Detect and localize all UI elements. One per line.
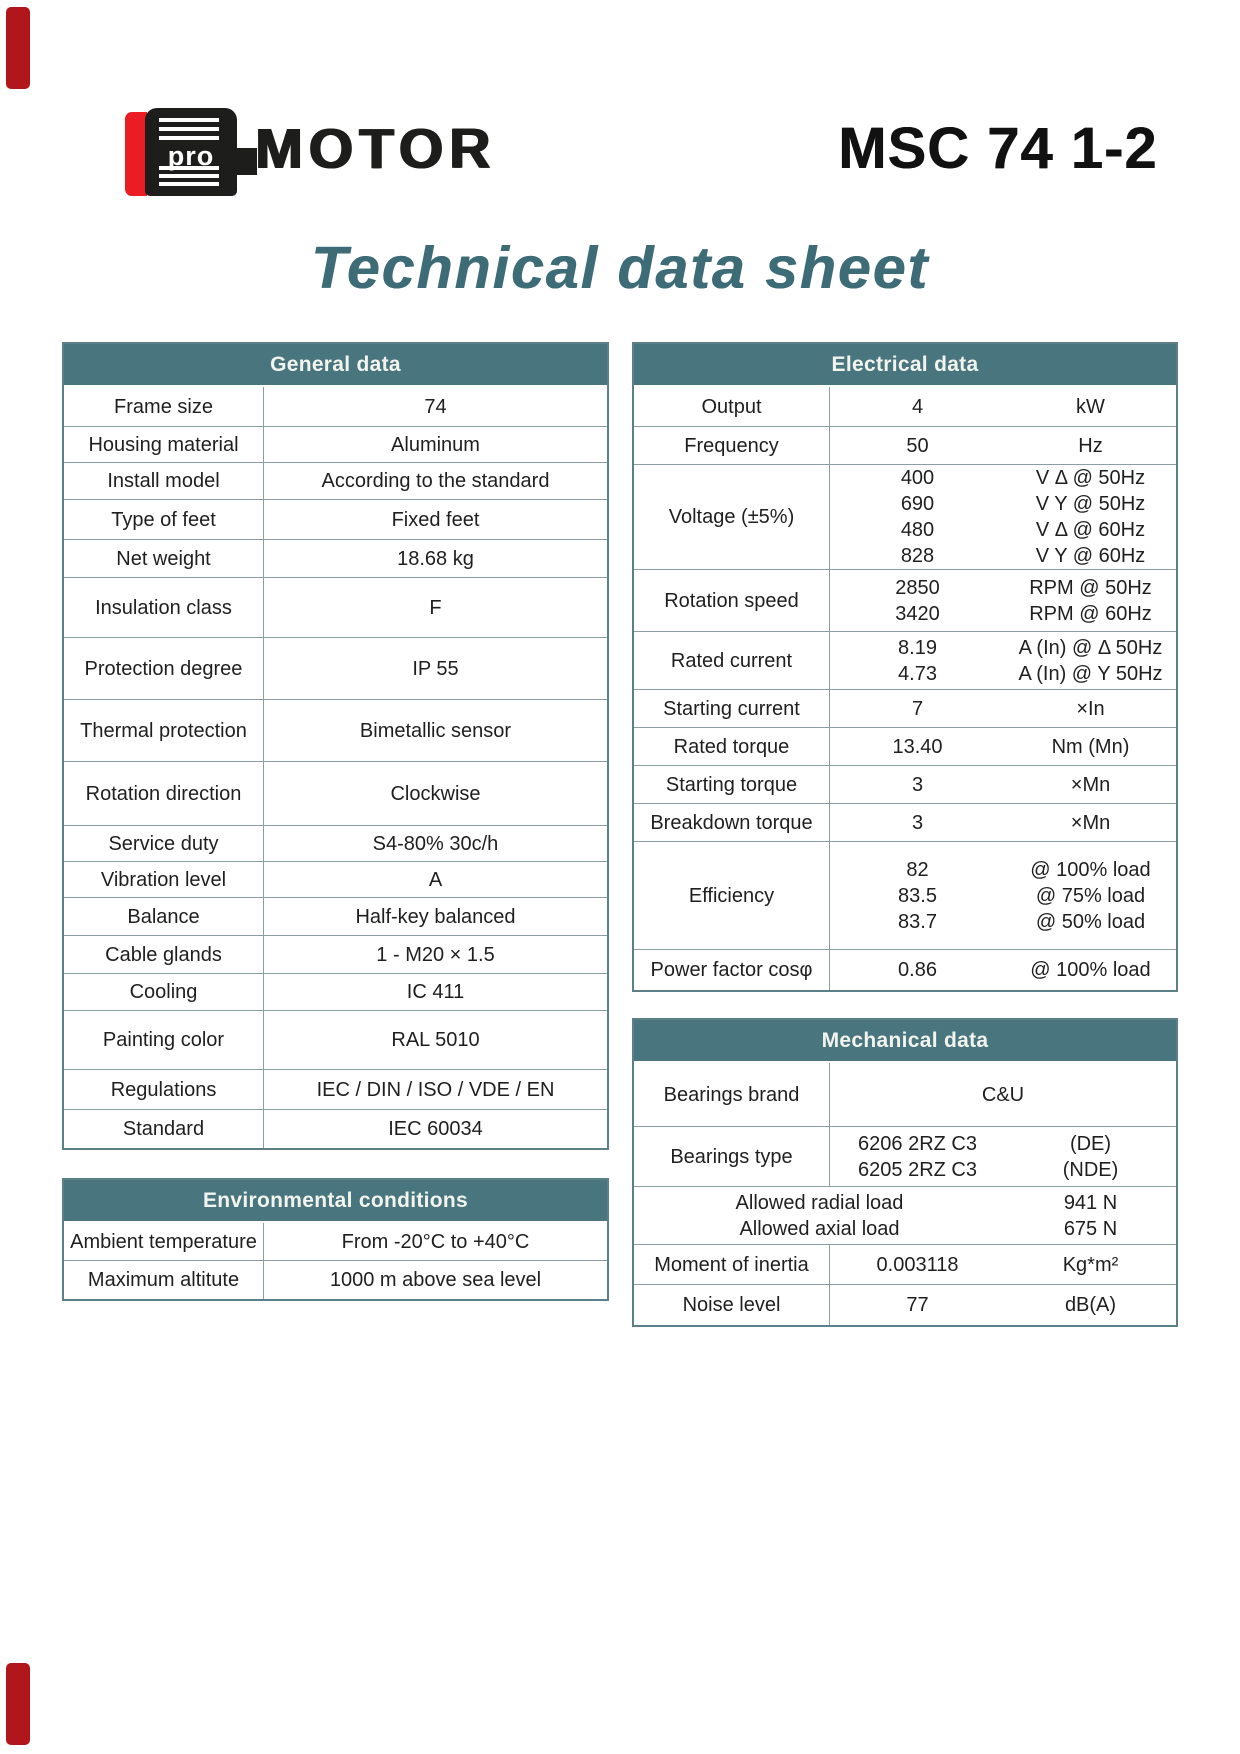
unit-line: ×Mn xyxy=(1070,773,1111,796)
value-line: 0.86 xyxy=(898,959,937,981)
row-value: IEC / DIN / ISO / VDE / EN xyxy=(316,1078,555,1101)
row-label: Rated torque xyxy=(634,728,830,765)
unit-line: V Y @ 50Hz xyxy=(1035,493,1146,515)
table-row xyxy=(634,1063,1176,1127)
table-row xyxy=(634,766,1176,804)
table-row xyxy=(64,427,607,463)
logo-stripe xyxy=(159,136,219,140)
row-label: Breakdown torque xyxy=(634,804,830,841)
row-label: Rotation direction xyxy=(64,762,264,825)
row-label: Type of feet xyxy=(64,500,264,539)
table-row xyxy=(64,1223,607,1261)
row-value: Half-key balanced xyxy=(355,905,516,928)
general-data-table xyxy=(62,342,609,1150)
row-label: Rated current xyxy=(634,632,830,689)
table-row xyxy=(64,1261,607,1299)
table-header-mechanical: Mechanical data xyxy=(634,1020,1176,1063)
table-row xyxy=(64,936,607,974)
row-label: Cable glands xyxy=(64,936,264,973)
row-label: Starting current xyxy=(634,690,830,727)
model-number: MSC 74 1-2 xyxy=(838,116,1158,181)
table-header-general: General data xyxy=(64,344,607,387)
row-value: IC 411 xyxy=(406,981,465,1003)
row-label: Standard xyxy=(64,1110,264,1148)
row-value: 0.003118 xyxy=(876,1253,959,1276)
row-value: Bimetallic sensor xyxy=(359,719,512,742)
row-unit xyxy=(1005,766,1176,803)
logo-pro-text: pro xyxy=(167,141,215,171)
unit-line: RPM @ 50Hz xyxy=(1029,576,1152,599)
table-row xyxy=(634,1285,1176,1325)
value-line: 3 xyxy=(911,811,924,834)
unit-line: RPM @ 60Hz xyxy=(1029,602,1152,625)
table-row xyxy=(634,465,1176,570)
row-unit xyxy=(1005,804,1176,841)
table-row xyxy=(64,700,607,762)
value-line: 480 xyxy=(900,519,935,541)
unit-line: V Y @ 60Hz xyxy=(1035,545,1146,567)
row-label: Power factor cosφ xyxy=(634,950,830,990)
row-value: F xyxy=(429,596,442,619)
row-unit xyxy=(1005,842,1176,949)
value-line: 690 xyxy=(900,493,935,515)
row-label: Insulation class xyxy=(64,578,264,637)
row-label: Moment of inertia xyxy=(634,1245,830,1284)
table-row xyxy=(64,862,607,898)
row-label: Vibration level xyxy=(64,862,264,897)
row-unit: dB(A) xyxy=(1064,1294,1117,1316)
table-row xyxy=(64,1110,607,1148)
value-line: 3420 xyxy=(895,602,940,625)
corner-accent-top xyxy=(6,7,30,89)
unit-line: (DE) xyxy=(1069,1132,1112,1155)
environmental-conditions-table xyxy=(62,1178,609,1301)
row-value: IEC 60034 xyxy=(388,1118,483,1140)
row-label: Frequency xyxy=(634,427,830,464)
table-row xyxy=(64,1011,607,1070)
row-label: Bearings brand xyxy=(634,1063,830,1126)
row-label: Regulations xyxy=(64,1070,264,1109)
row-value xyxy=(830,1127,1005,1186)
row-label: Frame size xyxy=(64,387,264,426)
unit-line: @ 50% load xyxy=(1035,910,1146,933)
row-unit xyxy=(1005,1127,1176,1186)
row-value xyxy=(830,387,1005,426)
row-label: Maximum altitute xyxy=(64,1261,264,1299)
unit-line: ×Mn xyxy=(1070,811,1111,834)
row-value xyxy=(830,728,1005,765)
table-row xyxy=(634,1127,1176,1187)
corner-accent-bottom xyxy=(6,1663,30,1745)
value-line: 6206 2RZ C3 xyxy=(858,1132,977,1155)
unit-line: A (In) @ Y 50Hz xyxy=(1018,662,1163,685)
value-line: 8.19 xyxy=(898,636,937,659)
table-row xyxy=(634,842,1176,950)
table-row xyxy=(634,570,1176,632)
unit-line: ×In xyxy=(1076,697,1105,720)
row-value: 74 xyxy=(424,395,447,418)
row-unit xyxy=(1005,427,1176,464)
unit-line: V Δ @ 50Hz xyxy=(1035,467,1146,489)
row-label: Service duty xyxy=(64,826,264,861)
value-line: 50 xyxy=(906,434,929,457)
table-row xyxy=(634,690,1176,728)
row-label: Protection degree xyxy=(64,638,264,699)
value-line: 400 xyxy=(900,467,935,489)
row-label: Bearings type xyxy=(634,1127,830,1186)
page-title: Technical data sheet xyxy=(310,235,930,301)
row-value: 77 xyxy=(906,1294,929,1316)
label-line: Allowed axial load xyxy=(739,1217,900,1240)
row-label: Net weight xyxy=(64,540,264,577)
table-row xyxy=(64,500,607,540)
row-unit xyxy=(1005,570,1176,631)
row-value xyxy=(830,690,1005,727)
logo-brand-text: MOTOR xyxy=(255,117,497,181)
row-value: C&U xyxy=(981,1083,1025,1106)
row-value: Clockwise xyxy=(390,782,481,805)
table-row xyxy=(64,974,607,1011)
logo-stripe xyxy=(159,127,219,131)
unit-line: (NDE) xyxy=(1062,1158,1119,1181)
row-label: Cooling xyxy=(64,974,264,1010)
unit-line: @ 100% load xyxy=(1030,959,1151,981)
row-value xyxy=(1005,1187,1176,1244)
unit-line: V Δ @ 60Hz xyxy=(1035,519,1146,541)
row-value: A xyxy=(428,868,443,891)
table-header-electrical: Electrical data xyxy=(634,344,1176,387)
table-row xyxy=(64,826,607,862)
value-line: 4 xyxy=(911,395,924,418)
row-value: 1000 m above sea level xyxy=(329,1269,542,1291)
value-line: 83.5 xyxy=(898,884,937,907)
value-line: 82 xyxy=(906,858,929,881)
row-value: 18.68 kg xyxy=(397,547,474,570)
row-unit xyxy=(1005,387,1176,426)
logo-stripe xyxy=(159,118,219,122)
row-label: Noise level xyxy=(634,1285,830,1325)
table-row xyxy=(634,804,1176,842)
row-value xyxy=(830,950,1005,990)
table-row xyxy=(634,632,1176,690)
row-label: Ambient temperature xyxy=(64,1223,264,1260)
row-label: Painting color xyxy=(64,1011,264,1069)
row-unit: Kg*m² xyxy=(1062,1253,1119,1276)
row-unit xyxy=(1005,465,1176,569)
logo-stripe xyxy=(159,174,219,178)
label-line: Allowed radial load xyxy=(735,1191,904,1214)
brand-logo xyxy=(125,100,645,200)
value-line: 4.73 xyxy=(898,662,937,685)
table-header-environmental: Environmental conditions xyxy=(64,1180,607,1223)
table-row xyxy=(634,1245,1176,1285)
table-row xyxy=(64,578,607,638)
table-row xyxy=(64,1070,607,1110)
row-value: S4-80% 30c/h xyxy=(372,832,499,855)
row-label: Starting torque xyxy=(634,766,830,803)
row-value: Aluminum xyxy=(391,433,480,456)
motor-icon xyxy=(145,108,237,196)
unit-line: kW xyxy=(1076,395,1105,418)
value-line: 828 xyxy=(900,545,935,567)
row-value: IP 55 xyxy=(412,657,459,680)
row-value xyxy=(830,804,1005,841)
row-label: Output xyxy=(634,387,830,426)
row-label: Install model xyxy=(64,463,264,499)
logo-red-bar xyxy=(125,112,147,196)
logo-stripe xyxy=(159,182,219,186)
table-row xyxy=(634,427,1176,465)
row-value: RAL 5010 xyxy=(391,1029,480,1051)
row-value: According to the standard xyxy=(321,470,550,492)
row-value xyxy=(830,842,1005,949)
table-row xyxy=(634,1187,1176,1245)
row-label: Rotation speed xyxy=(634,570,830,631)
row-label: Thermal protection xyxy=(64,700,264,761)
mechanical-data-table xyxy=(632,1018,1178,1327)
table-row xyxy=(634,950,1176,990)
row-value: 1 - M20 × 1.5 xyxy=(376,943,495,966)
row-value xyxy=(830,766,1005,803)
unit-line: @ 100% load xyxy=(1030,858,1151,881)
table-row xyxy=(634,728,1176,766)
value-line: 7 xyxy=(911,697,924,720)
row-unit xyxy=(1005,728,1176,765)
value-line: 3 xyxy=(911,773,924,796)
value-line: 6205 2RZ C3 xyxy=(858,1158,977,1181)
table-row xyxy=(64,540,607,578)
row-value: Fixed feet xyxy=(391,508,480,531)
row-label: Balance xyxy=(64,898,264,935)
value-line: 13.40 xyxy=(892,735,943,758)
value-line: 941 N xyxy=(1063,1191,1118,1214)
row-label: Housing material xyxy=(64,427,264,462)
unit-line: Hz xyxy=(1078,434,1103,457)
row-label xyxy=(634,1187,1005,1244)
unit-line: Nm (Mn) xyxy=(1051,735,1130,758)
row-value xyxy=(830,427,1005,464)
row-unit xyxy=(1005,950,1176,990)
unit-line: @ 75% load xyxy=(1035,884,1146,907)
table-row xyxy=(64,898,607,936)
table-row xyxy=(64,762,607,826)
table-row xyxy=(64,387,607,427)
row-label: Voltage (±5%) xyxy=(634,465,830,569)
unit-line: A (In) @ Δ 50Hz xyxy=(1018,636,1163,659)
row-value: From -20°C to +40°C xyxy=(341,1230,530,1253)
electrical-data-table xyxy=(632,342,1178,992)
row-unit xyxy=(1005,632,1176,689)
row-label: Efficiency xyxy=(634,842,830,949)
row-value xyxy=(830,570,1005,631)
table-row xyxy=(64,463,607,500)
value-line: 83.7 xyxy=(898,910,937,933)
table-row xyxy=(634,387,1176,427)
row-unit xyxy=(1005,690,1176,727)
row-value xyxy=(830,465,1005,569)
logo-shaft xyxy=(235,148,257,175)
value-line: 2850 xyxy=(895,576,940,599)
table-row xyxy=(64,638,607,700)
value-line: 675 N xyxy=(1063,1217,1118,1240)
row-value xyxy=(830,632,1005,689)
